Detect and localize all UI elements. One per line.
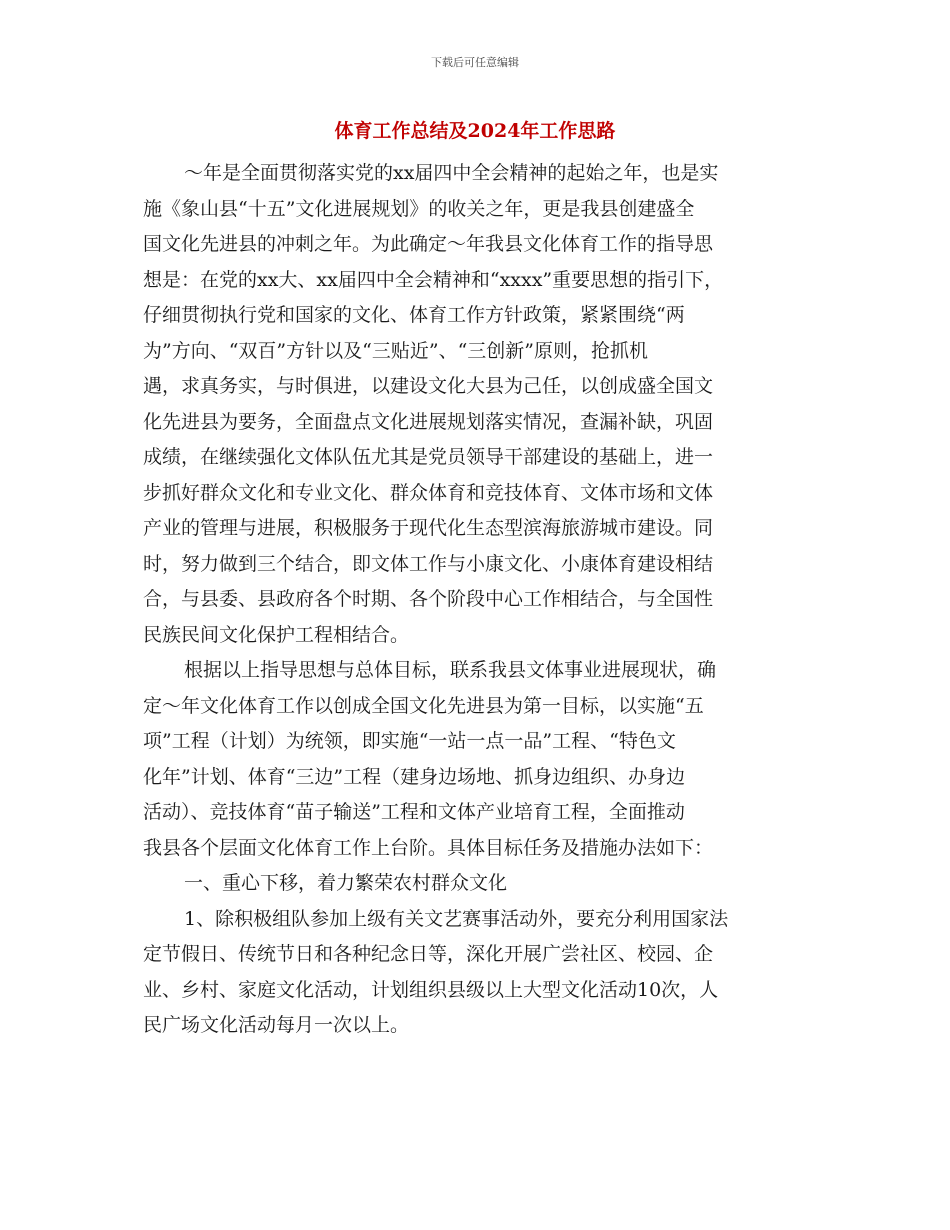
text-line: 施《象山县“十五”文化进展规划》的收关之年，更是我县创建盛全 xyxy=(143,197,695,220)
text-line: 活动）、竞技体育“苗子输送”工程和文体产业培育工程，全面推动 xyxy=(143,801,685,823)
text-line: 化先进县为要务，全面盘点文化进展规划落实情况，查漏补缺，巩固 xyxy=(143,410,714,433)
text-line: 成绩，在继续强化文体队伍尤其是党员领导干部建设的基础上，进一 xyxy=(143,446,714,468)
text-line: 产业的管理与进展，积极服务于现代化生态型滨海旅游城市建设。同 xyxy=(143,517,714,539)
text-line: 民族民间文化保护工程相结合。 xyxy=(143,623,410,646)
paragraph xyxy=(143,156,813,653)
text-line: 项”工程（计划）为统领，即实施“一站一点一品”工程、“特色文 xyxy=(143,730,676,752)
text-line: 想是：在党的xx大、xx届四中全会精神和“xxxx”重要思想的指引下， xyxy=(143,268,724,291)
text-line: 定～年文化体育工作以创成全国文化先进县为第一目标，以实施“五 xyxy=(143,694,704,717)
text-line: 时，努力做到三个结合，即文体工作与小康文化、小康体育建设相结 xyxy=(143,552,714,575)
paragraph xyxy=(143,902,813,1044)
paragraph xyxy=(143,653,813,866)
document-title: 体育工作总结及2024年工作思路 xyxy=(334,120,616,142)
text-line: 合，与县委、县政府各个时期、各个阶段中心工作相结合，与全国性 xyxy=(143,588,714,610)
text-line: 1、除积极组队参加上级有关文艺赛事活动外，要充分利用国家法 xyxy=(184,907,729,930)
text-line: 步抓好群众文化和专业文化、群众体育和竞技体育、文体市场和文体 xyxy=(143,481,714,504)
text-line: 遇，求真务实，与时俱进，以建设文化大县为己任，以创成盛全国文 xyxy=(143,375,714,397)
document-body xyxy=(143,156,813,1044)
text-line: 仔细贯彻执行党和国家的文化、体育工作方针政策，紧紧围绕“两 xyxy=(143,304,685,326)
header-note: 下载后可任意编辑 xyxy=(431,56,519,69)
paragraph xyxy=(143,866,813,902)
text-line: ～年是全面贯彻落实党的xx届四中全会精神的起始之年，也是实 xyxy=(184,162,719,184)
text-line: 化年”计划、体育“三边”工程（建身边场地、抓身边组织、办身边 xyxy=(143,765,686,788)
text-line: 根据以上指导思想与总体目标，联系我县文体事业进展现状，确 xyxy=(184,659,717,681)
text-line: 为”方向、“双百”方针以及“三贴近”、“三创新”原则，抢抓机 xyxy=(143,339,648,362)
text-line: 民广场文化活动每月一次以上。 xyxy=(143,1014,410,1036)
text-line: 我县各个层面文化体育工作上台阶。具体目标任务及措施办法如下： xyxy=(143,836,714,859)
text-line: 一、重心下移，着力繁荣农村群众文化 xyxy=(184,872,508,894)
text-line: 定节假日、传统节日和各种纪念日等，深化开展广尝社区、校园、企 xyxy=(143,943,714,965)
text-line: 业、乡村、家庭文化活动，计划组织县级以上大型文化活动10次，人 xyxy=(143,978,719,1001)
text-line: 国文化先进县的冲刺之年。为此确定～年我县文化体育工作的指导思 xyxy=(143,233,714,255)
